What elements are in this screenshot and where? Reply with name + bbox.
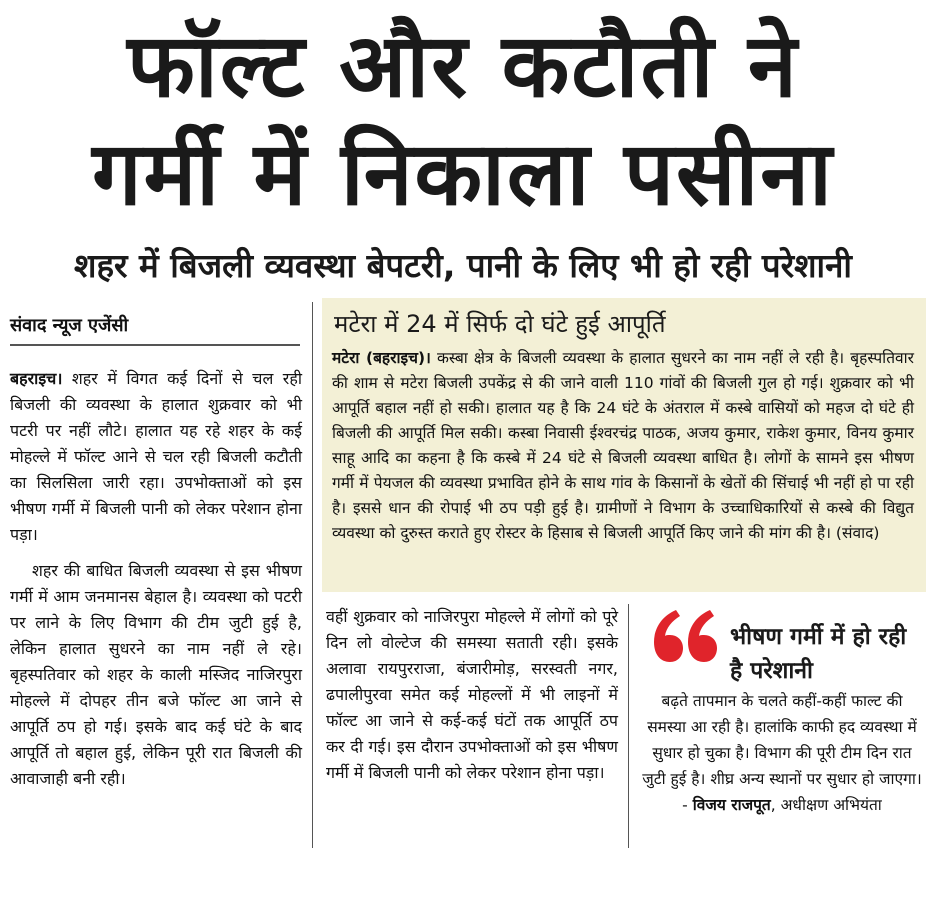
side-box-body-text: कस्बा क्षेत्र के बिजली व्यवस्था के हालात सुधरने का नाम नहीं ले रही है। बृहस्पतिवार की शाम से मटेरा बिजली उपकेंद्र से की जाने वाली 110 गांवों की बिजली गुल हो गई। शुक्रवार को भी आपूर्ति बहाल नहीं हो सकी। हालात यह है कि 24 घंटे के अंतराल में कस्बे वासियों को महज दो घंटे ही बिजली की आपूर्ति मिल सकी। कस्बा निवासी ईश्वरचंद्र पाठक, अजय कुमार, राकेश कुमार, विनय कुमार साहू आदि का कहना है कि कस्बे में 24 घंटे से बिजली व्यवस्था बाधित है। लोगों के सामने इस भीषण गर्मी में पेयजल की व्यवस्था प्रभावित होने के साथ गांव के किसानों के खेतों की सिंचाई भी नहीं हो पा रही है। इससे धान की रोपाई भी ठप पड़ी हुई है। ग्रामीणों ने विभाग के उच्चाधिकारियों से कस्बे की विद्युत व्यवस्था को दुरुस्त कराते हुए रोस्टर के हिसाब से बिजली आपूर्ति किए जाने की मांग की है। (संवाद): [332, 349, 914, 542]
side-box-title: मटेरा में 24 में सिर्फ दो घंटे हुई आपूर्ति: [334, 310, 666, 338]
next-headline-cropped: [80, 858, 860, 898]
quote-heading: भीषण गर्मी में हो रही है परेशानी: [730, 624, 907, 684]
byline-divider: [10, 344, 300, 346]
column-divider-1: [312, 302, 313, 848]
main-story-para-3: वहीं शुक्रवार को नाजिरपुरा मोहल्ले में लोगों को पूरे दिन लो वोल्टेज की समस्या सताती रही। इसके अलावा रायपुरराजा, बंजारीमोड़, सरस्वती नगर, ढपालीपुरवा समेत कई मोहल्लों में भी लाइनों में फॉल्ट आ जाने से कई-कई घंटों तक आपूर्ति ठप कर दी गई। इस दौरान उपभोक्ताओं को इस भीषण गर्मी में बिजली पानी को लेकर परेशान होना पड़ा।: [326, 607, 618, 782]
quote-mark-glyph: [654, 610, 717, 662]
main-story-para-1-text: शहर में विगत कई दिनों से चल रही बिजली की व्यवस्था के हालात शुक्रवार को भी पटरी पर नहीं लौटे। हालात यह रहे शहर के कई मोहल्ले में फॉल्ट आने से चल रही बिजली कटौती का सिलसिला जारी रहा। उपभोक्ताओं को इस भीषण गर्मी में बिजली पानी को लेकर परेशान होना पड़ा।: [10, 369, 302, 544]
side-box: [322, 298, 926, 592]
quote-body: [640, 688, 924, 818]
subheadline: शहर में बिजली व्यवस्था बेपटरी, पानी के लिए भी हो रही परेशानी: [74, 246, 852, 285]
side-box-dateline: मटेरा (बहराइच)।: [332, 349, 431, 367]
quote-attribution-name: विजय राजपूत: [692, 796, 771, 814]
headline-line-1: फॉल्ट और कटौती ने: [127, 14, 799, 117]
quote-body-text: बढ़ते तापमान के चलते कहीं-कहीं फाल्ट की समस्या आ रही है। हालांकि काफी हद व्यवस्था में सुधार हो चुका है। विभाग की पूरी टीम दिन रात जुटी हुई है। शीघ्र अन्य स्थानों पर सुधार हो जाएगा। -: [642, 692, 922, 814]
side-box-body: [332, 346, 914, 546]
quote-attribution-title: , अधीक्षण अभियंता: [770, 796, 882, 814]
column-divider-2: [628, 604, 629, 848]
byline: संवाद न्यूज एजेंसी: [10, 315, 129, 336]
main-story-column-2: [326, 604, 618, 786]
main-story-column-1: [10, 366, 302, 792]
quote-mark-icon: [648, 596, 718, 676]
headline-line-2: गर्मी में निकाला पसीना: [92, 122, 834, 225]
main-story-dateline: बहराइच।: [10, 369, 63, 388]
main-story-para-1: [10, 366, 302, 548]
main-story-para-2: शहर की बाधित बिजली व्यवस्था से इस भीषण गर्मी में आम जनमानस बेहाल है। व्यवस्था को पटरी पर लाने के लिए विभाग की टीम जुटी हुई है, लेकिन हालात सुधरने का नाम नहीं ले रहे। बृहस्पतिवार को शहर के काली मस्जिद नाजिरपुरा मोहल्ले में दोपहर तीन बजे फॉल्ट आ जाने से आपूर्ति ठप हो गई। इसके बाद कई घंटे के बाद आपूर्ति तो बहाल हुई, लेकिन पूरी रात बिजली की आवाजाही बनी रही।: [10, 561, 302, 788]
